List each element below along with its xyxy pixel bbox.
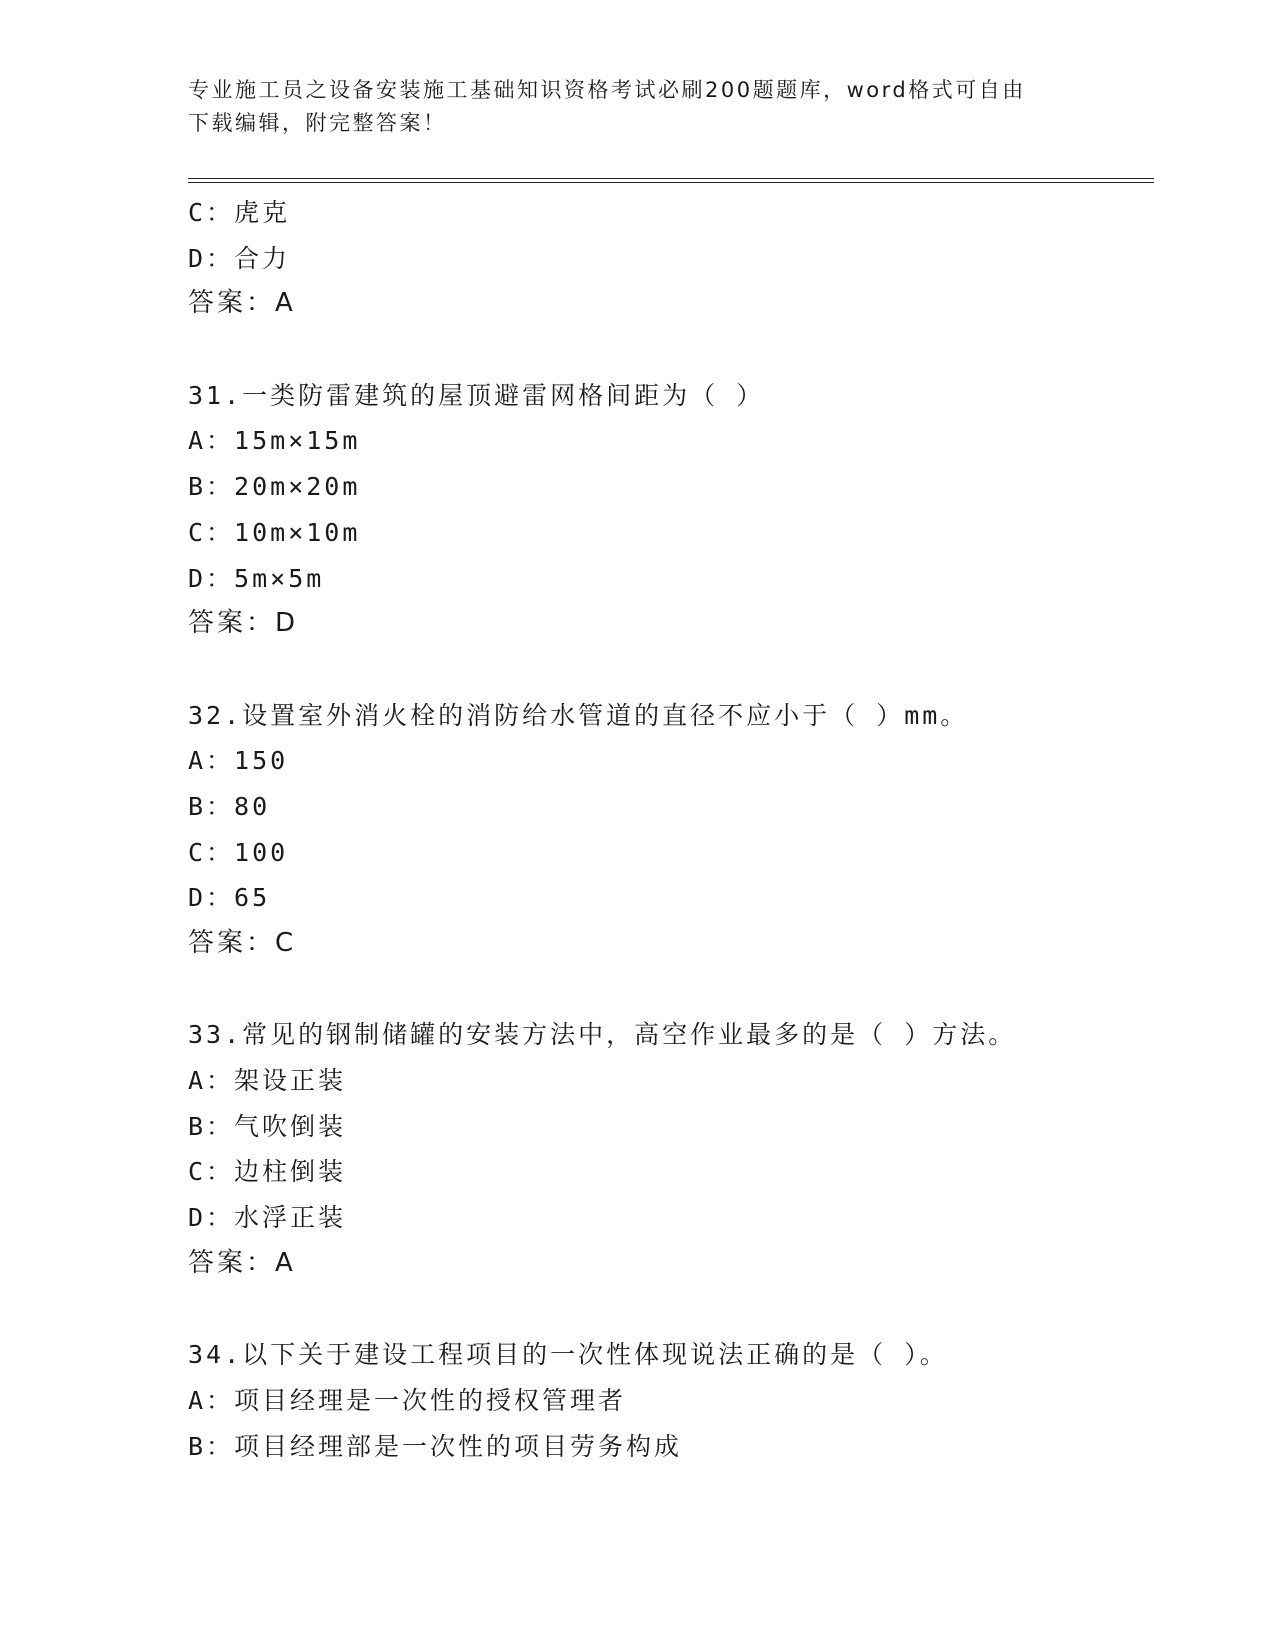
question-stem: 31.一类防雷建筑的屋顶避雷网格间距为（ ） (188, 380, 765, 410)
option-a: A：项目经理是一次性的授权管理者 (188, 1385, 627, 1415)
option-b: B：20m×20m (188, 472, 361, 502)
option-d: D：合力 (188, 243, 291, 273)
spacer (188, 647, 1154, 693)
option-d: D：水浮正装 (188, 1203, 347, 1233)
option-c: C：10m×10m (188, 517, 361, 547)
question-31 (188, 373, 1154, 647)
option-a: A：架设正装 (188, 1066, 347, 1096)
question-stem: 32.设置室外消火栓的消防给水管道的直径不应小于（ ）mm。 (188, 700, 969, 730)
header-rule-bottom (188, 182, 1154, 183)
option-d: D：65 (188, 883, 271, 913)
option-d: D：5m×5m (188, 563, 325, 593)
answer-line: 答案：D (188, 608, 299, 639)
question-stem: 34.以下关于建设工程项目的一次性体现说法正确的是（ ）。 (188, 1340, 948, 1370)
option-c: C：100 (188, 837, 289, 867)
question-32 (188, 693, 1154, 967)
option-c: C：边柱倒装 (188, 1157, 347, 1187)
spacer (188, 327, 1154, 373)
option-c: C：虎克 (188, 198, 291, 227)
spacer (188, 1287, 1154, 1333)
question-list (188, 190, 1154, 1469)
header-rule-top (188, 178, 1154, 179)
question-34 (188, 1332, 1154, 1469)
option-a: A：150 (188, 746, 289, 776)
answer-line: 答案：C (188, 928, 297, 958)
header-line-2: 下载编辑，附完整答案！ (188, 111, 447, 135)
spacer (188, 967, 1154, 1013)
document-header (188, 74, 1088, 140)
answer-line: 答案：A (188, 288, 296, 319)
header-line-1: 专业施工员之设备安装施工基础知识资格考试必刷200题题库，word格式可自由 (188, 78, 1026, 102)
question-stem: 33.常见的钢制储罐的安装方法中，高空作业最多的是（ ）方法。 (188, 1020, 1017, 1050)
option-b: B：项目经理部是一次性的项目劳务构成 (188, 1431, 683, 1461)
question-33 (188, 1012, 1154, 1286)
option-b: B：气吹倒装 (188, 1111, 347, 1141)
option-b: B：80 (188, 791, 271, 821)
continued-block (188, 190, 1154, 327)
option-a: A：15m×15m (188, 426, 361, 456)
answer-line: 答案：A (188, 1247, 296, 1278)
